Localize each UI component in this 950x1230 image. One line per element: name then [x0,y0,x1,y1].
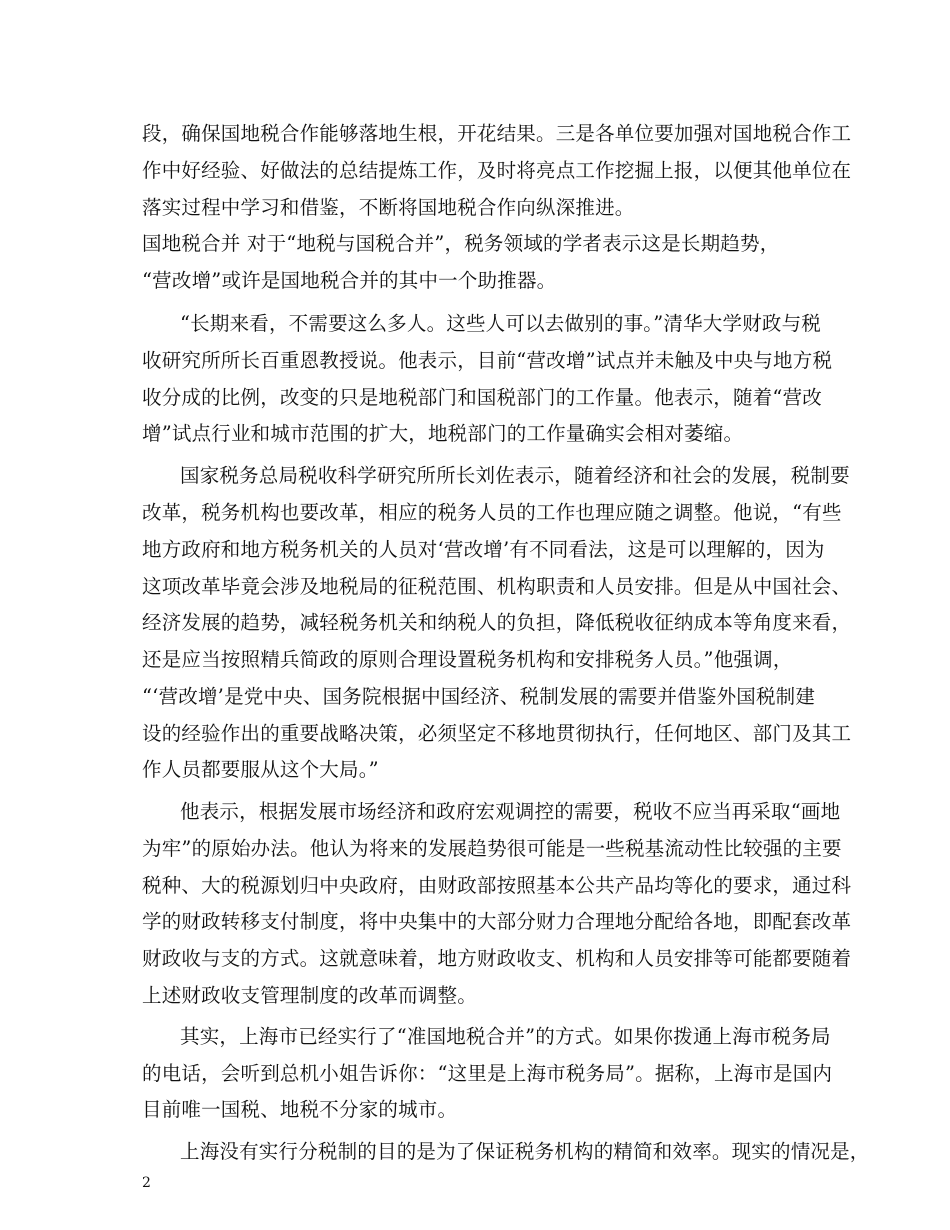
text-line: 收分成的比例，改变的只是地税部门和国税部门的工作量。他表示，随着“营改 [142,386,822,409]
text-line: 还是应当按照精兵简政的原则合理设置税务机构和安排税务人员。”他强调， [142,648,793,671]
paragraph-start: 他表示，根据发展市场经济和政府宏观调控的需要，税收不应当再采取“画地 [180,800,841,823]
text-line: 税种、大的税源划归中央政府，由财政部按照基本公共产品均等化的要求，通过科 [142,874,852,897]
paragraph-start: 国家税务总局税收科学研究所所长刘佐表示，随着经济和社会的发展，税制要 [180,464,850,487]
text-line: 上述财政收支管理制度的改革而调整。 [142,984,477,1007]
page-number: 2 [142,1175,151,1191]
text-line: 改革，税务机构也要改革，相应的税务人员的工作也理应随之调整。他说，“有些 [142,501,842,524]
text-line: 目前唯一国税、地税不分家的城市。 [142,1098,458,1121]
text-line: 这项改革毕竟会涉及地税局的征税范围、机构职责和人员安排。但是从中国社会、 [142,575,852,598]
text-line: 落实过程中学习和借鉴，不断将国地税合作向纵深推进。 [142,196,635,219]
text-line: “‘营改增’是党中央、国务院根据中国经济、税制发展的需要并借鉴外国税制建 [142,685,816,708]
text-line: 增”试点行业和城市范围的扩大，地税部门的工作量确实会相对萎缩。 [142,422,744,445]
paragraph-start: “长期来看，不需要这么多人。这些人可以去做别的事。”清华大学财政与税 [180,312,821,335]
text-line: 设的经验作出的重要战略决策，必须坚定不移地贯彻执行，任何地区、部门及其工 [142,722,852,745]
text-line: 作中好经验、好做法的总结提炼工作，及时将亮点工作挖掘上报，以便其他单位在 [142,159,852,182]
text-line: “营改增”或许是国地税合并的其中一个助推器。 [142,269,557,292]
paragraph-start: 上海没有实行分税制的目的是为了保证税务机构的精简和效率。现实的情况是， [180,1140,870,1163]
text-line: 的电话，会听到总机小姐告诉你：“这里是上海市税务局”。据称，上海市是国内 [142,1062,833,1085]
text-line: 作人员都要服从这个大局。” [142,758,379,781]
paragraph-start: 其实，上海市已经实行了“准国地税合并”的方式。如果你拨通上海市税务局 [180,1025,831,1048]
text-line: 收研究所所长百重恩教授说。他表示，目前“营改增”试点并未触及中央与地方税 [142,349,833,372]
text-line: 地方政府和地方税务机关的人员对‘营改增’有不同看法，这是可以理解的，因为 [142,538,825,561]
section-heading-line: 国地税合并 对于“地税与国税合并”，税务领域的学者表示这是长期趋势， [142,232,780,255]
text-line: 经济发展的趋势，减轻税务机关和纳税人的负担，降低税收征纳成本等角度来看， [142,611,852,634]
text-line: 财政收与支的方式。这就意味着，地方财政收支、机构和人员安排等可能都要随着 [142,947,852,970]
text-line: 学的财政转移支付制度，将中央集中的大部分财力合理地分配给各地，即配套改革 [142,910,852,933]
text-line: 段，确保国地税合作能够落地生根，开花结果。三是各单位要加强对国地税合作工 [142,122,852,145]
text-line: 为牢”的原始办法。他认为将来的发展趋势很可能是一些税基流动性比较强的主要 [142,837,842,860]
